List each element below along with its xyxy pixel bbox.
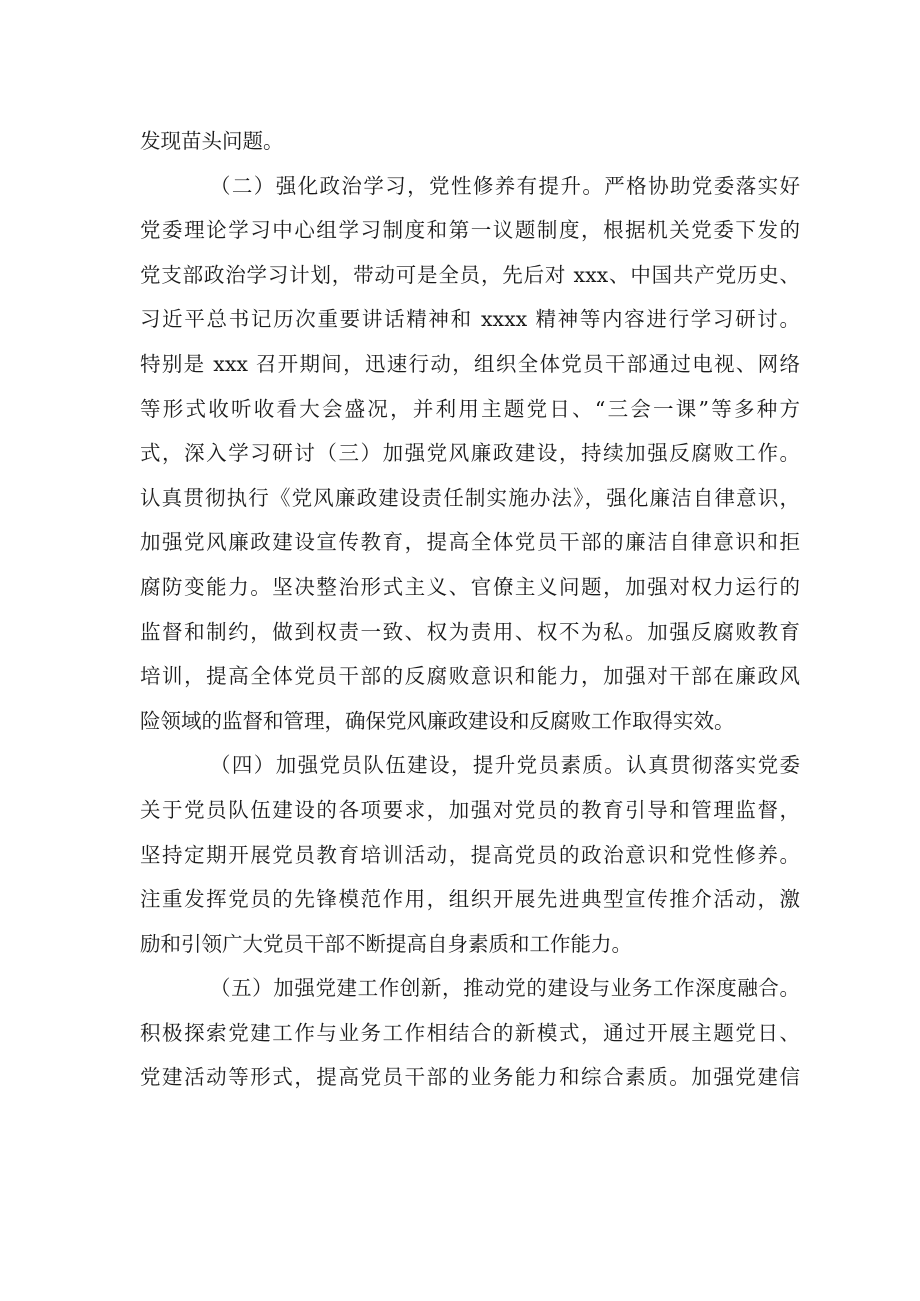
text-line: 党支部政治学习计划，带动可是全员，先后对 xxx、中国共产党历史、 — [140, 262, 800, 287]
text-line: 培训，提高全体党员干部的反腐败意识和能力，加强对干部在廉政风 — [140, 664, 800, 689]
text-line: 关于党员队伍建设的各项要求，加强对党员的教育引导和管理监督， — [140, 797, 800, 822]
document-body — [140, 119, 800, 1100]
text-line: （二）强化政治学习，党性修养有提升。严格协助党委落实好 — [210, 173, 800, 198]
text-line: 认真贯彻执行《党风廉政建设责任制实施办法》，强化廉洁自律意识， — [140, 485, 800, 510]
text-line: 险领域的监督和管理，确保党风廉政建设和反腐败工作取得实效。 — [140, 708, 735, 733]
paragraph — [140, 743, 800, 966]
text-line: 式，深入学习研讨（三）加强党风廉政建设，持续加强反腐败工作。 — [140, 441, 800, 466]
text-line: （五）加强党建工作创新，推动党的建设与业务工作深度融合。 — [210, 976, 800, 1001]
text-line: 特别是 xxx 召开期间，迅速行动，组织全体党员干部通过电视、网络 — [140, 351, 800, 376]
text-line: 坚持定期开展党员教育培训活动，提高党员的政治意识和党性修养。 — [140, 842, 800, 867]
text-line: 党委理论学习中心组学习制度和第一议题制度，根据机关党委下发的 — [140, 218, 800, 243]
paragraph — [140, 966, 800, 1100]
text-line: 习近平总书记历次重要讲话精神和 xxxx 精神等内容进行学习研讨。 — [140, 307, 800, 332]
paragraph — [140, 119, 800, 164]
text-line: 励和引领广大党员干部不断提高自身素质和工作能力。 — [140, 931, 632, 956]
text-line: （四）加强党员队伍建设，提升党员素质。认真贯彻落实党委 — [210, 753, 800, 778]
text-line: 等形式收听收看大会盛况，并利用主题党日、“三会一课”等多种方 — [140, 396, 800, 421]
text-line: 监督和制约，做到权责一致、权为责用、权不为私。加强反腐败教育 — [140, 619, 800, 644]
text-line: 积极探索党建工作与业务工作相结合的新模式，通过开展主题党日、 — [140, 1020, 800, 1045]
text-line: 党建活动等形式，提高党员干部的业务能力和综合素质。加强党建信 — [140, 1065, 800, 1090]
text-line: 注重发挥党员的先锋模范作用，组织开展先进典型宣传推介活动，激 — [140, 887, 800, 912]
text-line: 加强党风廉政建设宣传教育，提高全体党员干部的廉洁自律意识和拒 — [140, 530, 800, 555]
text-line: 发现苗头问题。 — [140, 129, 284, 153]
paragraph — [140, 164, 800, 744]
text-line: 腐防变能力。坚决整治形式主义、官僚主义问题，加强对权力运行的 — [140, 574, 800, 599]
